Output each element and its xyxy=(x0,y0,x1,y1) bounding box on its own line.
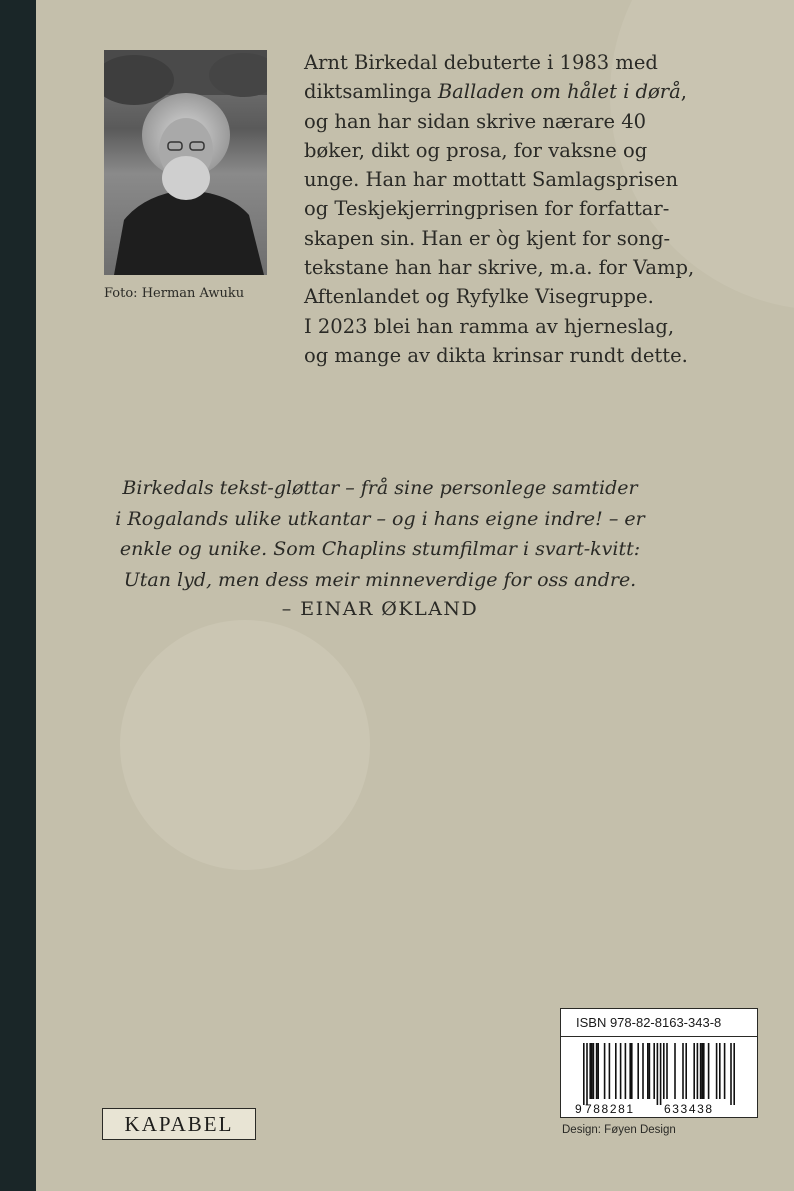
barcode-bar xyxy=(591,1043,593,1099)
review-quote xyxy=(100,473,660,595)
barcode xyxy=(561,1037,757,1117)
barcode-bar xyxy=(586,1043,588,1105)
barcode-digit-first: 9 xyxy=(575,1102,582,1116)
decorative-circle-middle xyxy=(120,620,370,870)
barcode-bar xyxy=(593,1043,595,1099)
designer-credit: Design: Føyen Design xyxy=(562,1124,676,1136)
bio-line: tekstane han har skrive, m.a. for Vamp, xyxy=(304,256,695,280)
bio-line: Arnt Birkedal debuterte i 1983 med xyxy=(304,51,658,74)
quote-line: Utan lyd, men dess meir minneverdige for oss andre. xyxy=(123,568,637,591)
isbn-label: ISBN 978-82-8163-343-8 xyxy=(561,1009,757,1037)
bio-line: og mange av dikta krinsar rundt dette. xyxy=(304,343,688,367)
barcode-bar xyxy=(685,1043,687,1099)
barcode-bar xyxy=(583,1043,585,1105)
isbn-barcode-box xyxy=(560,1008,758,1118)
quote-line: enkle og unike. Som Chaplins stumfilmar i svart-kvitt: xyxy=(119,538,641,560)
barcode-bar xyxy=(719,1043,721,1099)
publisher-logo: KAPABEL xyxy=(102,1108,256,1140)
author-photo xyxy=(104,50,267,275)
book-spine xyxy=(0,0,36,1191)
barcode-bar xyxy=(663,1043,665,1099)
barcode-bar xyxy=(631,1043,633,1099)
quote-line: Birkedals tekst-gløttar – frå sine personlege samtider xyxy=(122,477,638,499)
barcode-bar xyxy=(730,1043,732,1105)
barcode-bar xyxy=(703,1043,705,1099)
barcode-bar xyxy=(653,1043,655,1099)
barcode-bar xyxy=(625,1043,627,1099)
barcode-bar xyxy=(716,1043,718,1099)
barcode-bar xyxy=(701,1043,703,1099)
author-bio xyxy=(304,48,744,370)
bio-line: skapen sin. Han er òg kjent for song- xyxy=(304,226,671,250)
bio-line: og Teskjekjerringprisen for forfattar- xyxy=(304,197,670,221)
barcode-bar xyxy=(666,1043,668,1099)
bio-line: I 2023 blei han ramma av hjerneslag, xyxy=(304,314,675,338)
barcode-bar xyxy=(589,1043,591,1099)
quote-line: i Rogalands ulike utkantar – og i hans eigne indre! – er xyxy=(115,507,645,530)
quote-attribution: – EINAR ØKLAND xyxy=(281,598,479,620)
barcode-bar xyxy=(637,1043,639,1099)
debut-book-title: Balladen om hålet i dørå xyxy=(437,80,681,104)
barcode-bar xyxy=(700,1043,702,1099)
barcode-bar xyxy=(657,1043,659,1105)
barcode-bar xyxy=(733,1043,735,1105)
barcode-bar xyxy=(642,1043,644,1099)
barcode-bar xyxy=(597,1043,599,1099)
barcode-bar xyxy=(649,1043,651,1099)
barcode-bar xyxy=(615,1043,617,1099)
barcode-bar xyxy=(604,1043,606,1099)
barcode-bar xyxy=(620,1043,622,1099)
barcode-bar xyxy=(674,1043,676,1099)
bio-line: Aftenlandet og Ryfylke Visegruppe. xyxy=(304,285,654,309)
bio-line: bøker, dikt og prosa, for vaksne og xyxy=(304,138,648,162)
barcode-bar xyxy=(647,1043,649,1099)
photo-credit: Foto: Herman Awuku xyxy=(104,286,245,301)
barcode-bar xyxy=(693,1043,695,1099)
barcode-bar xyxy=(660,1043,662,1105)
barcode-bar xyxy=(682,1043,684,1099)
bio-line: og han har sidan skrive nærare 40 xyxy=(304,109,647,133)
barcode-bar xyxy=(724,1043,726,1099)
barcode-bar xyxy=(708,1043,710,1099)
barcode-bar xyxy=(609,1043,611,1099)
barcode-bar xyxy=(629,1043,631,1099)
barcode-digits-right: 633438 xyxy=(664,1102,714,1116)
barcode-digits-left: 788281 xyxy=(585,1102,635,1116)
bio-line-with-title: diktsamlinga Balladen om hålet i dørå, xyxy=(304,80,687,104)
bio-line: unge. Han har mottatt Samlagsprisen xyxy=(304,168,679,192)
barcode-bar xyxy=(697,1043,699,1099)
barcode-bar xyxy=(596,1043,598,1099)
